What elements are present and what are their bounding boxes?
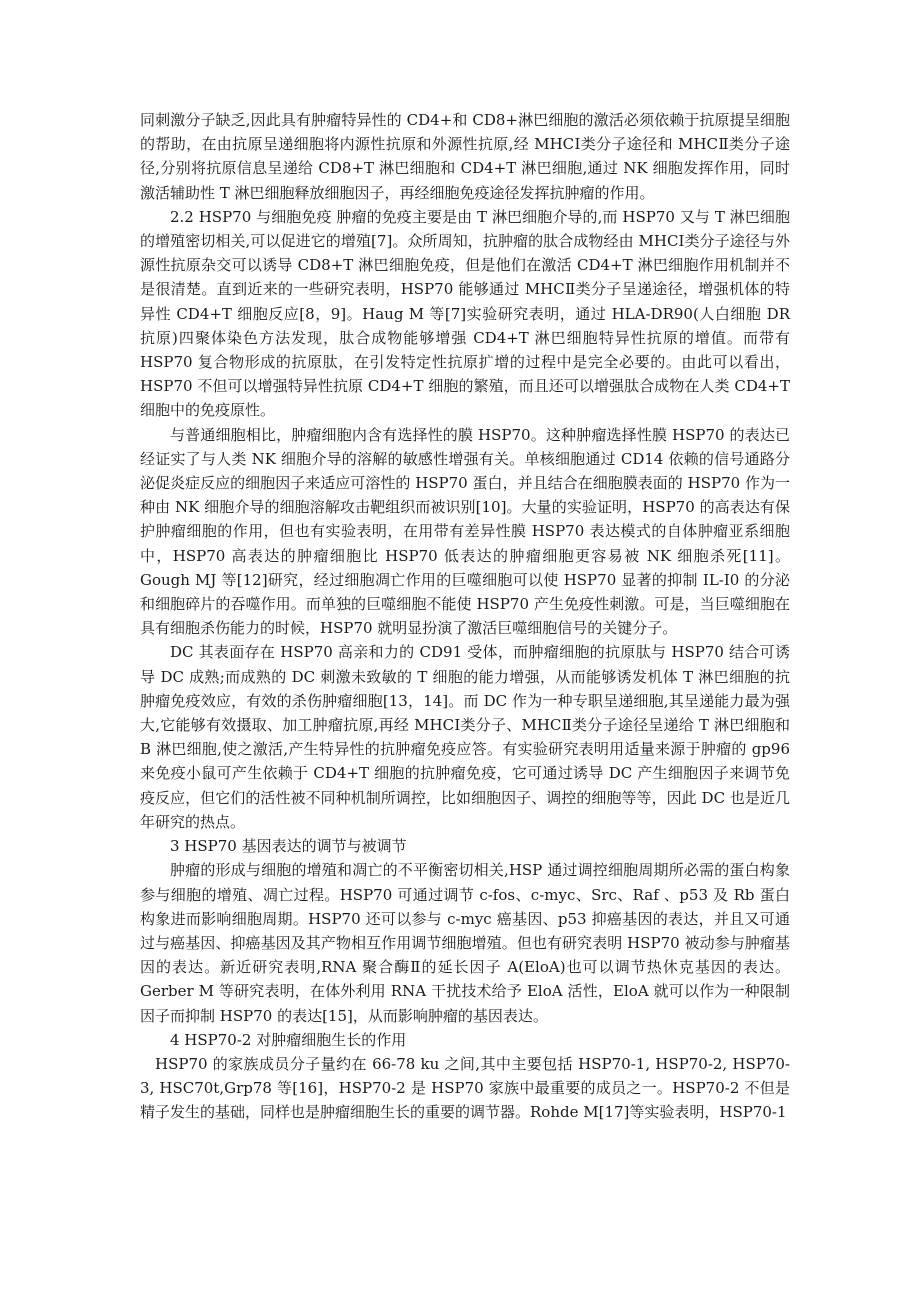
paragraph-hsp70-2-growth: HSP70 的家族成员分子量约在 66-78 ku 之间,其中主要包括 HSP70-1, HSP70-2, HSP70-3, HSC70t,Grp78 等[16]，HSP70-2 是 HSP70 家族中最重要的成员之一。HSP70-2 不但是精子发生的基础，同样也是肿瘤细胞生长的重要的调节器。Rohde M[17]等实验表明，HSP70-1 xyxy=(140,1054,790,1122)
paragraph-hsp70-cellular-immunity: 2.2 HSP70 与细胞免疫 肿瘤的免疫主要是由 T 淋巴细胞介导的,而 HSP70 又与 T 淋巴细胞的增殖密切相关,可以促进它的增殖[7]。众所周知，抗肿瘤的肽合成物经由 MHCⅠ类分子途径与外源性抗原杂交可以诱导 CD8+T 淋巴细胞免疫，但是他们在激活 CD4+T 淋巴细胞作用机制并不是很清楚。直到近来的一些研究表明，HSP70 能够通过 MHCⅡ类分子呈递途径，增强机体的特异性 CD4+T 细胞反应[8，9]。Haug M 等[7]实验研究表明，通过 HLA-DR90(人白细胞 DR 抗原)四聚体染色方法发现，肽合成物能够增强 CD4+T 淋巴细胞特异性抗原的增值。而带有 HSP70 复合物形成的抗原肽，在引发特定性抗原扩增的过程中是完全必要的。由此可以看出，HSP70 不但可以增强特异性抗原 CD4+T 细胞的繁殖，而且还可以增强肽合成物在人类 CD4+T 细胞中的免疫原性。 xyxy=(140,207,790,420)
paragraph-gene-regulation: 肿瘤的形成与细胞的增殖和凋亡的不平衡密切相关,HSP 通过调控细胞周期所必需的蛋白构象参与细胞的增殖、凋亡过程。HSP70 可通过调节 c-fos、c-myc、Src、Raf 、p53 及 Rb 蛋白构象进而影响细胞周期。HSP70 还可以参与 c-myc 癌基因、p53 抑癌基因的表达，并且又可通过与癌基因、抑癌基因及其产物相互作用调节细胞增殖。但也有研究表明 HSP70 被动参与肿瘤基因的表达。新近研究表明,RNA 聚合酶Ⅱ的延长因子 A(EloA)也可以调节热休克基因的表达。Gerber M 等研究表明，在体外利用 RNA 干扰技术给予 EloA 活性，EloA 就可以作为一种限制因子而抑制 HSP70 的表达[15]，从而影响肿瘤的基因表达。 xyxy=(140,861,790,1025)
section-heading-4: 4 HSP70-2 对肿瘤细胞生长的作用 xyxy=(170,1030,407,1049)
document-page xyxy=(140,108,790,1125)
section-heading-3: 3 HSP70 基因表达的调节与被调节 xyxy=(170,837,407,856)
paragraph-membrane-hsp70-nk: 与普通细胞相比，肿瘤细胞内含有选择性的膜 HSP70。这种肿瘤选择性膜 HSP70 的表达已经证实了与人类 NK 细胞介导的溶解的敏感性增强有关。单核细胞通过 CD14 依赖的信号通路分泌促炎症反应的细胞因子来适应可溶性的 HSP70 蛋白，并且结合在细胞膜表面的 HSP70 作为一种由 NK 细胞介导的细胞溶解攻击靶组织而被识别[10]。大量的实验证明，HSP70 的高表达有保护肿瘤细胞的作用，但也有实验表明，在用带有差异性膜 HSP70 表达模式的自体肿瘤亚系细胞中，HSP70 高表达的肿瘤细胞比 HSP70 低表达的肿瘤细胞更容易被 NK 细胞杀死[11]。Gough MJ 等[12]研究，经过细胞凋亡作用的巨噬细胞可以使 HSP70 显著的抑制 IL-I0 的分泌和细胞碎片的吞噬作用。而单独的巨噬细胞不能使 HSP70 产生免疫性刺激。可是，当巨噬细胞在具有细胞杀伤能力的时候，HSP70 就明显扮演了激活巨噬细胞信号的关键分子。 xyxy=(140,425,790,638)
paragraph-dendritic-cells: DC 其表面存在 HSP70 高亲和力的 CD91 受体，而肿瘤细胞的抗原肽与 HSP70 结合可诱导 DC 成熟;而成熟的 DC 刺激未致敏的 T 细胞的能力增强，从而能够诱发机体 T 淋巴细胞的抗肿瘤免疫效应，有效的杀伤肿瘤细胞[13，14]。而 DC 作为一种专职呈递细胞,其呈递能力最为强大,它能够有效摄取、加工肿瘤抗原,再经 MHCⅠ类分子、MHCⅡ类分子途径呈递给 T 淋巴细胞和 B 淋巴细胞,使之激活,产生特异性的抗肿瘤免疫应答。有实验研究表明用适量来源于肿瘤的 gp96 来免疫小鼠可产生依赖于 CD4+T 细胞的抗肿瘤免疫，它可通过诱导 DC 产生细胞因子来调节免疫反应，但它们的活性被不同种机制所调控，比如细胞因子、调控的细胞等等，因此 DC 也是近几年研究的热点。 xyxy=(140,643,790,831)
paragraph-costimulation: 同刺激分子缺乏,因此具有肿瘤特异性的 CD4+和 CD8+淋巴细胞的激活必须依赖于抗原提呈细胞的帮助，在由抗原呈递细胞将内源性抗原和外源性抗原,经 MHCⅠ类分子途径和 MHCⅡ类分子途径,分别将抗原信息呈递给 CD8+T 淋巴细胞和 CD4+T 淋巴细胞,通过 NK 细胞发挥作用，同时激活辅助性 T 淋巴细胞释放细胞因子，再经细胞免疫途径发挥抗肿瘤的作用。 xyxy=(140,111,790,202)
